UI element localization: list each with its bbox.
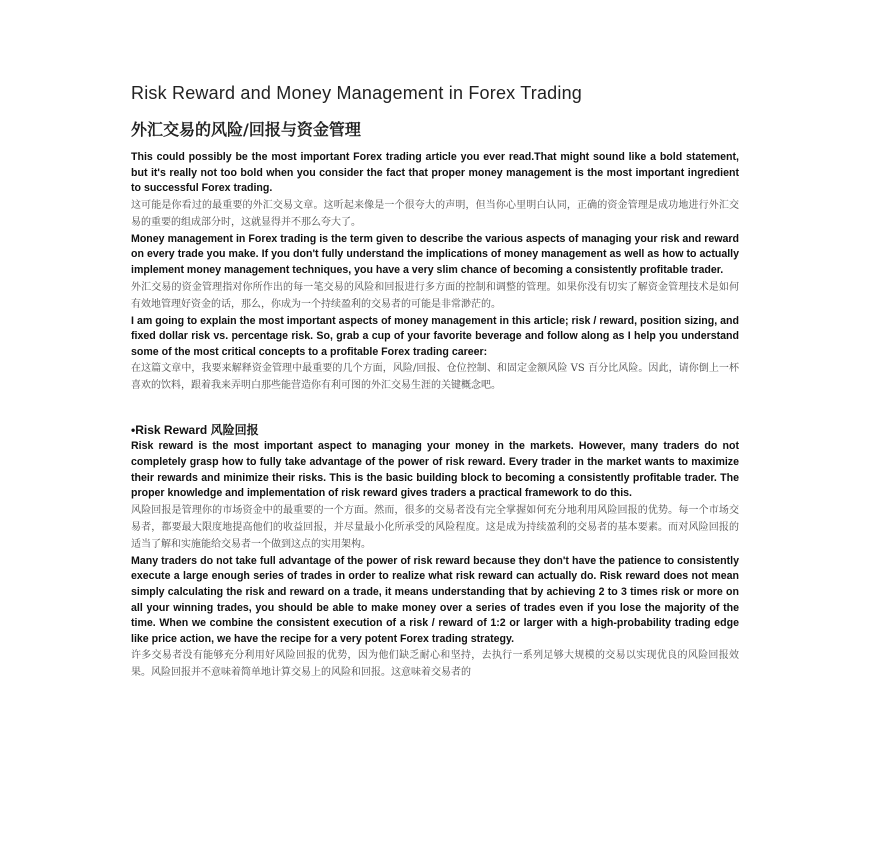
intro-paragraph-zh-2: 外汇交易的资金管理指对你所作出的每一笔交易的风险和回报进行多方面的控制和调整的管理。如果你没有切实了解资金管理技术是如何有效地管理好资金的话，那么，你成为一个持续盈利的交易者的可能是非常渺茫的。 xyxy=(131,281,739,310)
document-page xyxy=(131,80,739,682)
section-paragraph-zh-1: 风险回报是管理你的市场资金中的最重要的一个方面。然而，很多的交易者没有完全掌握如何充分地利用风险回报的优势。每一个市场交易者，都要最大限度地提高他们的收益回报，并尽量最小化所承受的风险程度。这是成为持续盈利的交易者的基本要素。而对风险回报的适当了解和实施能给交易者一个做到这点的实用架构。 xyxy=(131,504,739,550)
intro-paragraph-en-3: I am going to explain the most important aspects of money management in this article; risk / reward, position sizing, and fixed dollar risk vs. percentage risk. So, grab a cup of your favorite beverage and follow along as I help you understand some of the most critical concepts to a profitable Forex trading career: xyxy=(131,314,739,358)
section-paragraph-en-2: Many traders do not take full advantage of the power of risk reward because they don't have the patience to consistently execute a large enough series of trades in order to realize what risk reward can actually do. Risk reward does not mean simply calculating the risk and reward on a trade, it means understanding that by achieving 2 to 3 times risk or more on all your winning trades, you should be able to make money over a series of trades even if you lose the majority of the time. When we combine the consistent execution of a risk / reward of 1:2 or larger with a high-probability trading edge like price action, we have the recipe for a very potent Forex trading strategy. xyxy=(131,554,739,645)
section-spacer xyxy=(131,395,739,421)
section-paragraph-zh-2: 许多交易者没有能够充分利用好风险回报的优势，因为他们缺乏耐心和坚持，去执行一系列足够大规模的交易以实现优良的风险回报效果。风险回报并不意味着简单地计算交易上的风险和回报。这意味着交易者的 xyxy=(131,650,739,679)
section-paragraph-en-1: Risk reward is the most important aspect to managing your money in the markets. However, many traders do not completely grasp how to fully take advantage of the power of risk reward. Every trader in the market wants to maximize their rewards and minimize their risks. This is the basic building block to becoming a consistently profitable trader. The proper knowledge and implementation of risk reward gives traders a practical framework to do this. xyxy=(131,440,739,500)
section-title-risk-reward: •Risk Reward 风险回报 xyxy=(131,423,259,438)
intro-paragraph-zh-1: 这可能是你看过的最重要的外汇交易文章。这听起来像是一个很夸大的声明，但当你心里明白认同，正确的资金管理是成功地进行外汇交易的重要的组成部分时，这就显得并不那么夸大了。 xyxy=(131,199,739,228)
intro-paragraph-zh-3: 在这篇文章中，我要来解释资金管理中最重要的几个方面，风险/回报、仓位控制、和固定金额风险 VS 百分比风险。因此，请你倒上一杯喜欢的饮料，跟着我来弄明白那些能营造你有利可图的外汇交易生涯的关键概念吧。 xyxy=(131,363,739,392)
intro-paragraph-en-1: This could possibly be the most important Forex trading article you ever read.That might sound like a bold statement, but it's really not too bold when you consider the fact that proper money management is the most important ingredient to successful Forex trading. xyxy=(131,151,739,195)
intro-paragraph-en-2: Money management in Forex trading is the term given to describe the various aspects of managing your risk and reward on every trade you make. If you don't fully understand the implications of money management as well as how to actually implement money management techniques, you have a very slim chance of becoming a consistently profitable trader. xyxy=(131,232,739,276)
document-title-zh: 外汇交易的风险/回报与资金管理 xyxy=(131,120,361,139)
document-title-en: Risk Reward and Money Management in Forex Trading xyxy=(131,83,583,103)
